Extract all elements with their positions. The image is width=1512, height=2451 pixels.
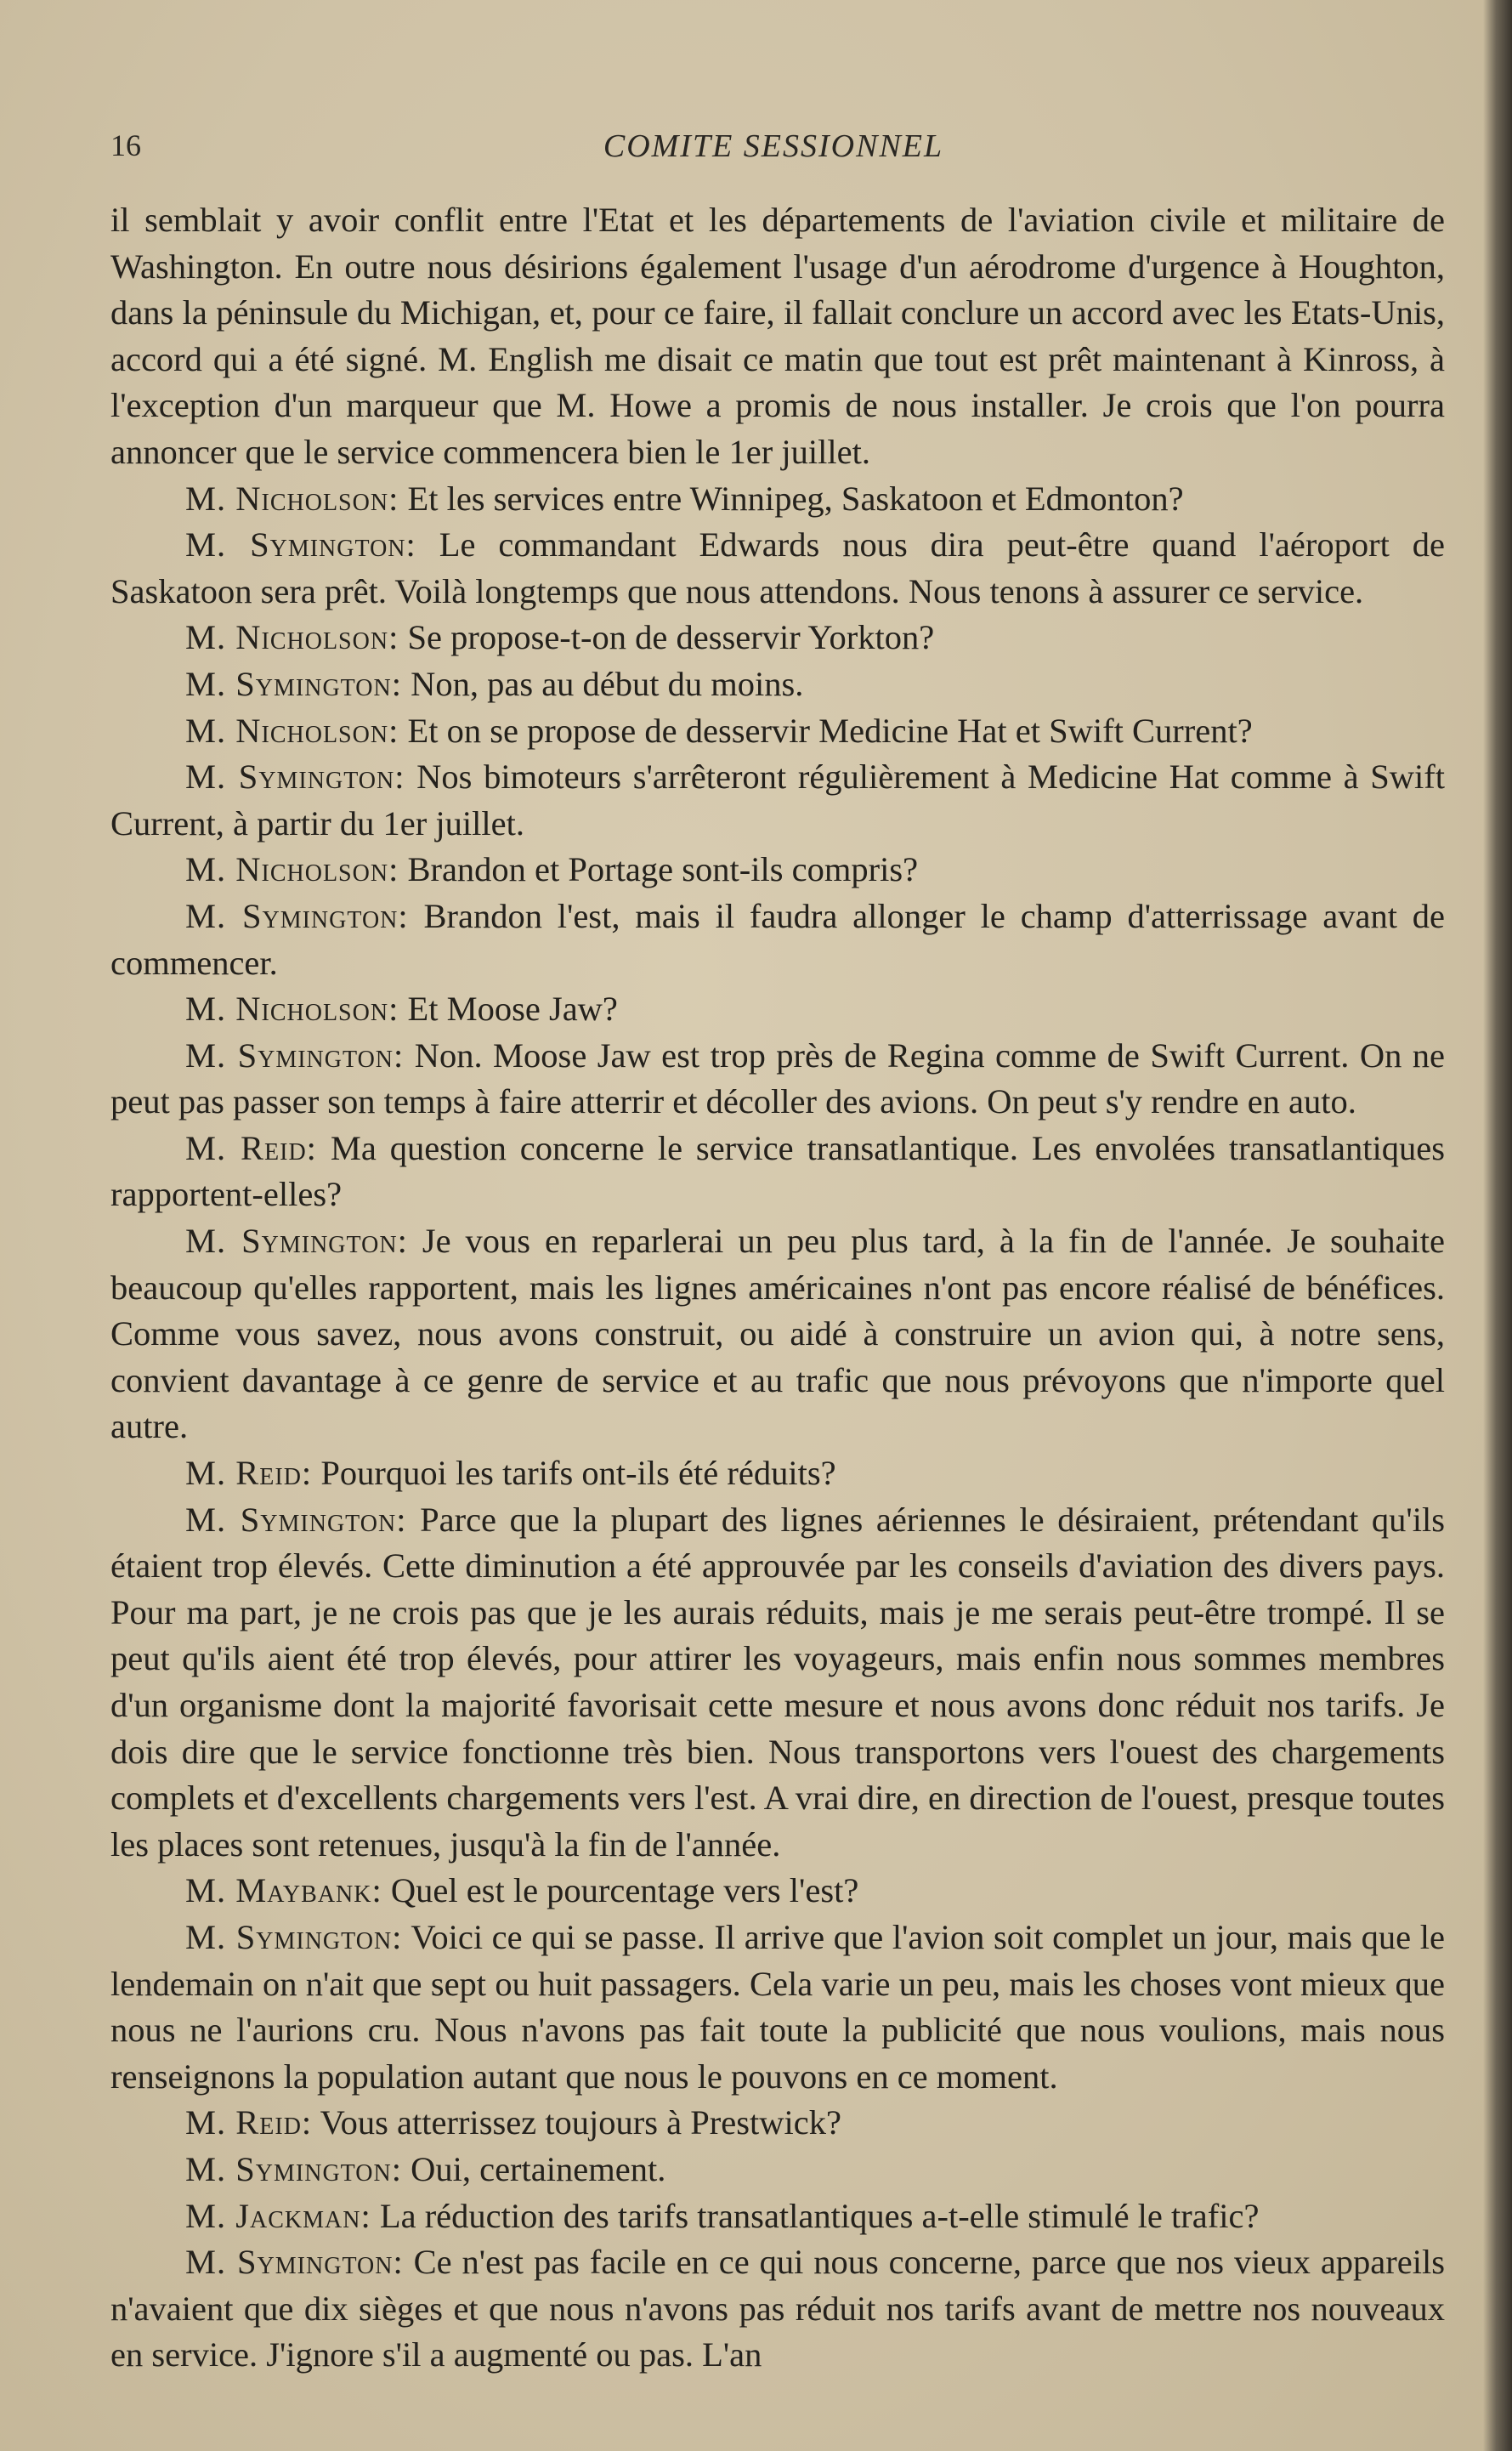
speaker-name: M. Symington: (185, 1917, 403, 1956)
transcript-body (110, 197, 1445, 2379)
speech-paragraph (110, 615, 1445, 661)
paragraph-continuation (110, 197, 1445, 476)
speech-paragraph (110, 1497, 1445, 1869)
speaker-name: M. Symington: (185, 2243, 404, 2282)
paragraph-text: il semblait y avoir conflit entre l'Etat et les départements de l'aviation civile et militaire de Washington. En outre nous désirions également l'usage d'un aérodrome d'urgence à Houghton, dans la péninsule du Michigan, et, pour ce faire, il fallait conclure un accord avec les Etats-Unis, accord qui a été signé. M. English me disait ce matin que tout est prêt maintenant à Kinross, à l'exception d'un marqueur que M. Howe a promis de nous installer. Je crois que l'on pourra annoncer que le service commencera bien le 1er juillet. (110, 201, 1445, 471)
speech-text: Se propose-t-on de desservir Yorkton? (407, 618, 935, 657)
speaker-name: M. Maybank: (185, 1871, 382, 1910)
speech-text: Brandon et Portage sont-ils compris? (407, 850, 919, 889)
speech-paragraph (110, 1915, 1445, 2100)
speech-text: La réduction des tarifs transatlantiques a-t-elle stimulé le trafic? (379, 2196, 1260, 2235)
speech-text: Ma question concerne le service transatlantique. Les envolées transatlantiques rapportent-elles? (110, 1128, 1446, 1214)
speech-text: Le commandant Edwards nous dira peut-être quand l'aéroport de Saskatoon sera prêt. Voilà longtemps que nous attendons. Nous tenons à assurer ce service. (110, 525, 1446, 610)
speech-paragraph (110, 847, 1445, 894)
running-title: COMITE SESSIONNEL (603, 128, 944, 164)
speech-text: Non, pas au début du moins. (411, 664, 804, 703)
speech-paragraph (110, 2239, 1445, 2379)
speech-text: Nos bimoteurs s'arrêteront régulièrement à Medicine Hat comme à Swift Current, à partir du 1er juillet. (110, 757, 1446, 843)
speech-paragraph (110, 1126, 1445, 1218)
speech-text: Je vous en reparlerai un peu plus tard, à la fin de l'année. Je souhaite beaucoup qu'elles rapportent, mais les lignes américaines n'ont pas encore réalisé de bénéfices. Comme vous savez, nous avons construit, ou aidé à construire un avion qui, à notre sens, convient davantage à ce genre de service et au trafic que nous prévoyons que n'importe quel autre. (110, 1222, 1445, 1446)
speaker-name: M. Nicholson: (185, 711, 399, 750)
speaker-name: M. Nicholson: (185, 990, 399, 1029)
speech-text: Non. Moose Jaw est trop près de Regina comme de Swift Current. On ne peut pas passer son temps à faire atterrir et décoller des avions. On peut s'y rendre en auto. (110, 1035, 1445, 1121)
speaker-name: M. Nicholson: (185, 479, 399, 518)
speech-text: Parce que la plupart des lignes aériennes le désiraient, prétendant qu'ils étaient trop élevés. Cette diminution a été approuvée par les conseils d'aviation des divers pays. Pour ma part, je ne crois pas que je les aurais réduits, mais je me serais peut-être trompé. Il se peut qu'ils aient été trop élevés, pour attirer les voyageurs, mais enfin nous sommes membres d'un organisme dont la majorité favorisait cette mesure et nous avons donc réduit nos tarifs. Je dois dire que le service fonctionne très bien. Nous transportons vers l'ouest des chargements complets et d'excellents chargements vers l'est. A vrai dire, en direction de l'ouest, presque toutes les places sont retenues, jusqu'à la fin de l'année. (110, 1500, 1445, 1864)
speech-text: Et on se propose de desservir Medicine Hat et Swift Current? (407, 711, 1253, 750)
speaker-name: M. Symington: (185, 525, 416, 565)
speech-text: Oui, certainement. (411, 2149, 666, 2188)
speech-paragraph (110, 661, 1445, 708)
speech-paragraph (110, 986, 1445, 1033)
speech-paragraph (110, 1868, 1445, 1915)
page-binding-edge (1483, 0, 1512, 2451)
speaker-name: M. Nicholson: (185, 850, 399, 889)
speaker-name: M. Symington: (185, 664, 402, 703)
speaker-name: M. Jackman: (185, 2196, 371, 2235)
speaker-name: M. Symington: (185, 896, 409, 935)
page-header (110, 128, 1436, 179)
speech-paragraph (110, 754, 1445, 847)
speech-paragraph (110, 1218, 1445, 1450)
speaker-name: M. Reid: (185, 2103, 313, 2142)
speech-paragraph (110, 476, 1445, 523)
speech-paragraph (110, 1450, 1445, 1497)
speech-text: Et Moose Jaw? (407, 990, 618, 1029)
speech-text: Brandon l'est, mais il faudra allonger le champ d'atterrissage avant de commencer. (110, 896, 1445, 982)
speech-paragraph (110, 1033, 1445, 1126)
speech-text: Quel est le pourcentage vers l'est? (390, 1871, 859, 1910)
speaker-name: M. Reid: (185, 1454, 313, 1493)
speaker-name: M. Symington: (185, 2149, 402, 2188)
speaker-name: M. Symington: (185, 1222, 408, 1261)
page-number: 16 (110, 128, 141, 162)
speech-text: Ce n'est pas facile en ce qui nous concerne, parce que nos vieux appareils n'avaient que dix sièges et que nous n'avons pas réduit nos tarifs avant de mettre nos nouveaux en service. J'ignore s'il a augmenté ou pas. L'an (110, 2243, 1445, 2374)
speech-text: Et les services entre Winnipeg, Saskatoon et Edmonton? (407, 479, 1184, 518)
speaker-name: M. Nicholson: (185, 618, 399, 657)
speech-text: Pourquoi les tarifs ont-ils été réduits? (320, 1454, 836, 1493)
speaker-name: M. Symington: (185, 757, 405, 797)
speech-paragraph (110, 522, 1445, 615)
speaker-name: M. Symington: (185, 1500, 407, 1539)
speech-paragraph (110, 708, 1445, 755)
speech-text: Voici ce qui se passe. Il arrive que l'avion soit complet un jour, mais que le lendemain on n'ait que sept ou huit passagers. Cela varie un peu, mais les choses vont mieux que nous ne l'aurions cru. Nous n'avons pas fait toute la publicité que nous voulions, mais nous renseignons la population autant que nous le pouvons en ce moment. (110, 1917, 1445, 2096)
speech-paragraph (110, 2100, 1445, 2147)
speech-paragraph (110, 2193, 1445, 2240)
speaker-name: M. Symington: (185, 1035, 405, 1075)
speech-paragraph (110, 894, 1445, 986)
speech-paragraph (110, 2147, 1445, 2193)
speaker-name: M. Reid: (185, 1128, 317, 1167)
speech-text: Vous atterrissez toujours à Prestwick? (320, 2103, 841, 2142)
